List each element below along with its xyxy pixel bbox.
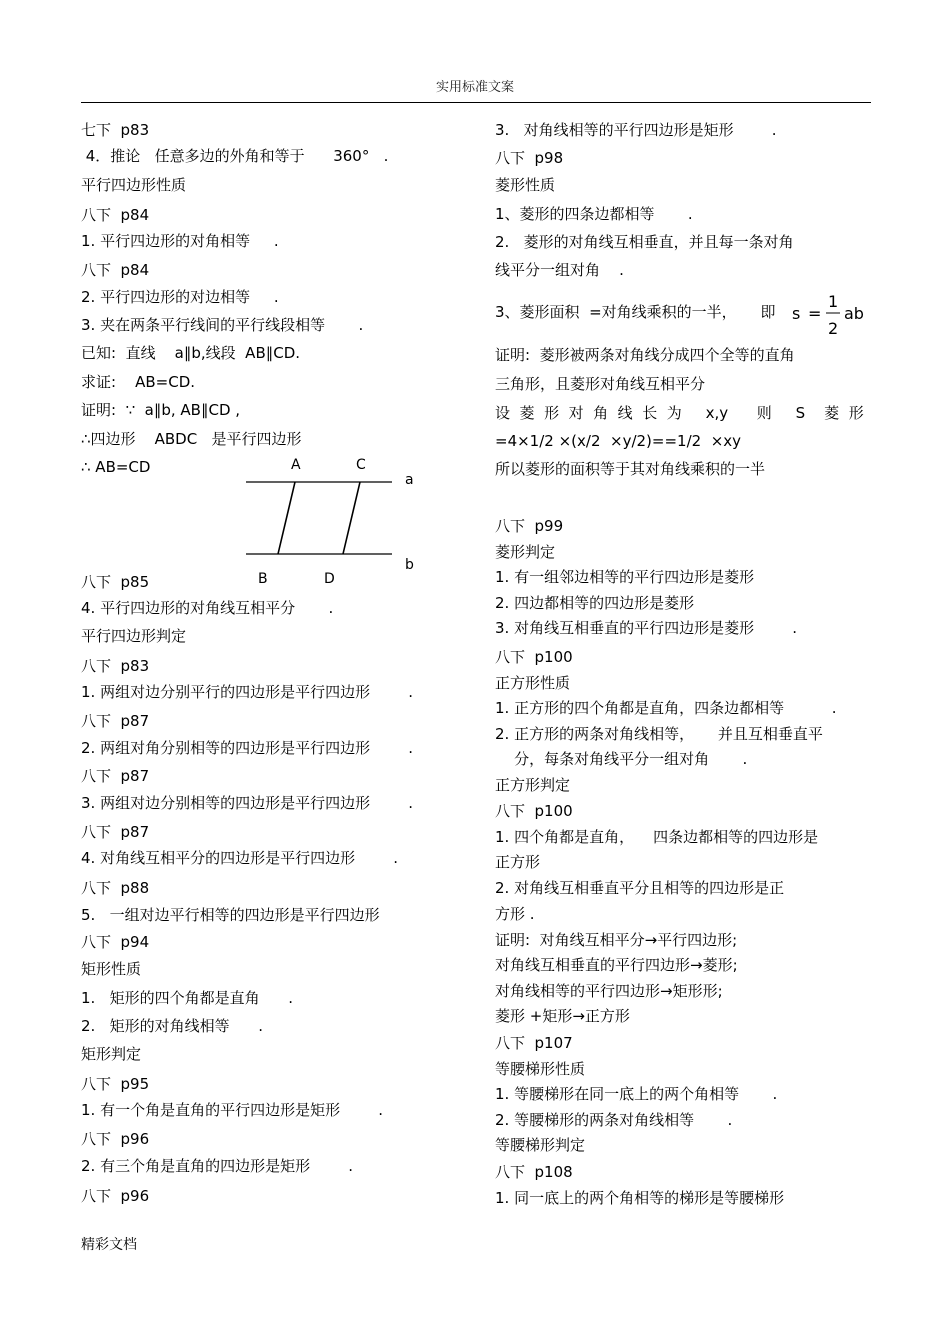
text-line: 求证: AB=CD.: [81, 373, 196, 391]
label-d-point: D: [324, 571, 335, 587]
section-heading: 平行四边形判定: [81, 627, 187, 645]
formula-lhs: s: [792, 304, 801, 323]
label-a-point: A: [291, 457, 301, 473]
text-line: 4. 平行四边形的对角线互相平分 .: [81, 599, 334, 617]
text-line: 3. 对角线互相垂直的平行四边形是菱形 .: [495, 619, 797, 637]
section-heading: 等腰梯形性质: [495, 1060, 586, 1078]
text-line: 八下 p87: [81, 712, 150, 730]
text-line: 设 菱 形 对 角 线 长 为 x,y 则 S 菱 形: [495, 404, 864, 422]
text-line: 八下 p108: [495, 1163, 573, 1181]
label-b-point: B: [258, 571, 268, 587]
text-line: 4．推论 任意多边的外角和等于 360° .: [81, 147, 389, 165]
formula-denominator: 2: [828, 319, 839, 338]
text-line: 八下 p99: [495, 517, 564, 535]
text-line: 2. 菱形的对角线互相垂直，并且每一条对角: [495, 233, 794, 251]
text-line: 菱形 +矩形→正方形: [495, 1007, 630, 1025]
text-line: 八下 p85: [81, 573, 150, 591]
text-line: 八下 p83: [81, 657, 150, 675]
text-line: 八下 p87: [81, 823, 150, 841]
text-line: 2. 正方形的两条对角线相等， 并且互相垂直平: [495, 725, 823, 743]
text-line: 证明: 菱形被两条对角线分成四个全等的直角: [495, 346, 795, 364]
text-line: 2. 两组对角分别相等的四边形是平行四边形 .: [81, 739, 413, 757]
label-line-a: a: [405, 472, 414, 488]
text-line: 线平分一组对角 .: [495, 261, 624, 279]
text-line: 方形 .: [495, 905, 535, 923]
text-line: 2. 等腰梯形的两条对角线相等 .: [495, 1111, 733, 1129]
text-line: 七下 p83: [81, 121, 150, 139]
text-line: 对角线相等的平行四边形→矩形形;: [495, 982, 723, 1000]
text-line: 1. 等腰梯形在同一底上的两个角相等 .: [495, 1085, 778, 1103]
text-line: 正方形: [495, 853, 541, 871]
text-line: 分，每条对角线平分一组对角 .: [495, 750, 748, 768]
header-rule: [81, 102, 871, 103]
text-line: 1. 正方形的四个角都是直角，四条边都相等 .: [495, 699, 837, 717]
text-line: 三角形，且菱形对角线互相平分: [495, 375, 706, 393]
text-line: 4. 对角线互相平分的四边形是平行四边形 .: [81, 849, 398, 867]
text-line: 八下 p98: [495, 149, 564, 167]
text-line: 八下 p96: [81, 1187, 150, 1205]
text-line: 3. 夹在两条平行线间的平行线段相等 .: [81, 316, 364, 334]
section-heading: 正方形性质: [495, 674, 571, 692]
text-line: 2. 四边都相等的四边形是菱形: [495, 594, 695, 612]
text-line: 八下 p95: [81, 1075, 150, 1093]
text-line: 证明: ∵ a∥b, AB∥CD ,: [81, 401, 241, 419]
section-heading: 正方形判定: [495, 776, 571, 794]
text-line: 1. 平行四边形的对角相等 .: [81, 232, 279, 250]
text-line: 八下 p88: [81, 879, 150, 897]
text-line: 八下 p107: [495, 1034, 573, 1052]
text-line: 八下 p94: [81, 933, 150, 951]
text-line: 八下 p100: [495, 802, 573, 820]
section-heading: 等腰梯形判定: [495, 1136, 586, 1154]
text-line: 八下 p84: [81, 261, 150, 279]
text-line: 八下 p100: [495, 648, 573, 666]
text-line: 1. 两组对边分别平行的四边形是平行四边形 .: [81, 683, 413, 701]
segment-cd: [343, 482, 360, 554]
text-line: 3、菱形面积 =对角线乘积的一半， 即: [495, 303, 776, 321]
text-line: 已知: 直线 a∥b,线段 AB∥CD.: [81, 344, 301, 362]
text-line: 3. 对角线相等的平行四边形是矩形 .: [495, 121, 777, 139]
text-line: 2. 矩形的对角线相等 .: [81, 1017, 263, 1035]
section-heading: 平行四边形性质: [81, 176, 187, 194]
label-line-b: b: [405, 557, 414, 573]
text-line: 八下 p87: [81, 767, 150, 785]
text-line: 1. 四个角都是直角， 四条边都相等的四边形是: [495, 828, 819, 846]
text-line: 1. 有一组邻边相等的平行四边形是菱形: [495, 568, 755, 586]
text-line: 证明: 对角线互相平分→平行四边形;: [495, 931, 738, 949]
text-line: 1. 同一底上的两个角相等的梯形是等腰梯形: [495, 1189, 785, 1207]
text-line: 5. 一组对边平行相等的四边形是平行四边形: [81, 906, 380, 924]
rhombus-area-formula: [788, 290, 870, 342]
formula-equals: =: [808, 304, 822, 323]
text-line: 2. 有三个角是直角的四边形是矩形 .: [81, 1157, 353, 1175]
text-line: =4×1/2 ×(x/2 ×y/2)==1/2 ×xy: [495, 432, 742, 450]
text-line: 八下 p96: [81, 1130, 150, 1148]
text-line: 3. 两组对边分别相等的四边形是平行四边形 .: [81, 794, 413, 812]
section-heading: 菱形性质: [495, 176, 556, 194]
text-line: 八下 p84: [81, 206, 150, 224]
text-line: 所以菱形的面积等于其对角线乘积的一半: [495, 460, 766, 478]
formula-rhs: ab: [844, 304, 864, 323]
text-line: 2. 平行四边形的对边相等 .: [81, 288, 279, 306]
page-footer: 精彩文档: [81, 1237, 137, 1253]
section-heading: 菱形判定: [495, 543, 556, 561]
segment-ab: [278, 482, 295, 554]
text-line: ∴ AB=CD: [81, 458, 151, 476]
text-line: 2. 对角线互相垂直平分且相等的四边形是正: [495, 879, 785, 897]
text-line: ∴四边形 ABDC 是平行四边形: [81, 430, 302, 448]
text-line: 1、菱形的四条边都相等 .: [495, 205, 693, 223]
text-line: 1. 矩形的四个角都是直角 .: [81, 989, 293, 1007]
section-heading: 矩形性质: [81, 960, 142, 978]
label-c-point: C: [356, 457, 366, 473]
text-line: 对角线互相垂直的平行四边形→菱形;: [495, 956, 738, 974]
page-header: 实用标准文案: [435, 80, 514, 95]
parallel-lines-diagram: [230, 448, 430, 588]
formula-numerator: 1: [828, 292, 839, 311]
text-line: 1. 有一个角是直角的平行四边形是矩形 .: [81, 1101, 383, 1119]
section-heading: 矩形判定: [81, 1045, 142, 1063]
